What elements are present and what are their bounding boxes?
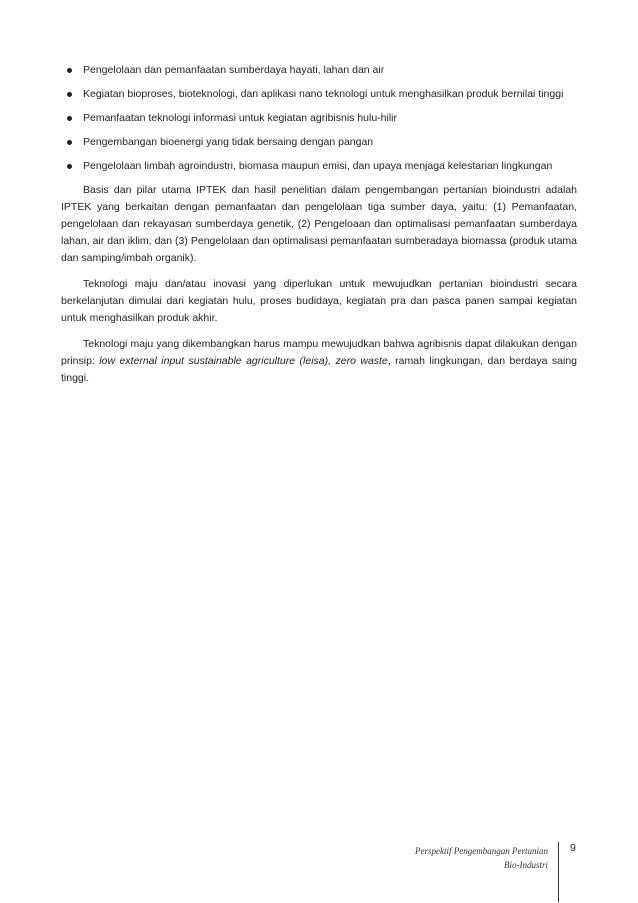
page-body <box>61 62 577 396</box>
list-item <box>61 134 577 151</box>
footer-divider <box>558 842 559 902</box>
bullet-dot-icon <box>67 92 72 97</box>
bullet-text: Kegiatan bioproses, bioteknologi, dan aplikasi nano teknologi untuk menghasilkan produk bernilai tinggi <box>83 88 564 100</box>
bullet-text: Pengelolaan dan pemanfaatan sumberdaya hayati, lahan dan air <box>83 64 385 76</box>
paragraph-teknologi-inovasi: Teknologi maju dan/atau inovasi yang diperlukan untuk mewujudkan pertanian bioindustri secara berkelanjutan dimulai dari kegiatan hulu, proses budidaya, kegiatan pra dan pasca panen sampai kegiatan untuk menghasilkan produk akhir. <box>61 278 577 324</box>
paragraph-text-after: , ramah lingkungan, dan berdaya saing tinggi. <box>61 355 577 384</box>
bullet-dot-icon <box>67 140 72 145</box>
bullet-list <box>61 62 577 175</box>
page-number: 9 <box>570 842 576 854</box>
bullet-text: Pemanfaatan teknologi informasi untuk kegiatan agribisnis hulu-hilir <box>83 112 398 124</box>
bullet-dot-icon <box>67 68 72 73</box>
footer-title-line: Perspektif Pengembangan Pertanian <box>415 846 548 856</box>
page-footer <box>0 818 638 903</box>
list-item <box>61 158 577 175</box>
bullet-text: Pengelolaan limbah agroindustri, biomasa maupun emisi, dan upaya menjaga kelestarian lingkungan <box>83 160 553 172</box>
footer-title <box>308 844 548 872</box>
list-item <box>61 86 577 103</box>
list-item <box>61 110 577 127</box>
bullet-dot-icon <box>67 164 72 169</box>
list-item <box>61 62 577 79</box>
paragraph-teknologi-prinsip <box>61 336 577 387</box>
paragraph-text-before: Teknologi maju yang dikembangkan harus mampu mewujudkan bahwa agribisnis dapat dilakukan dengan prinsip: <box>61 338 577 367</box>
paragraph-italic-term: low external input sustainable agriculture (leisa), zero waste <box>99 355 388 367</box>
paragraph-iptek-basis: Basis dan pilar utama IPTEK dan hasil penelitian dalam pengembangan pertanian bioindustri adalah IPTEK yang berkaitan dengan pemanfaatan dan pengelolaan tiga sumber daya, yaitu: (1) Pemanfaatan, pengelolaan dan rekayasan sumberdaya genetik, (2) Pengeloaan dan optimalisasi pemanfaatan sumberdaya lahan, air dan iklim, dan (3) Pengelolaan dan optimalisasi pemanfaatan sumberadaya biomassa (produk utama dan samping/imbah organik). <box>61 184 577 264</box>
footer-title-line: Bio-Industri <box>504 860 548 870</box>
bullet-dot-icon <box>67 116 72 121</box>
bullet-text: Pengembangan bioenergi yang tidak bersaing dengan pangan <box>83 136 374 148</box>
